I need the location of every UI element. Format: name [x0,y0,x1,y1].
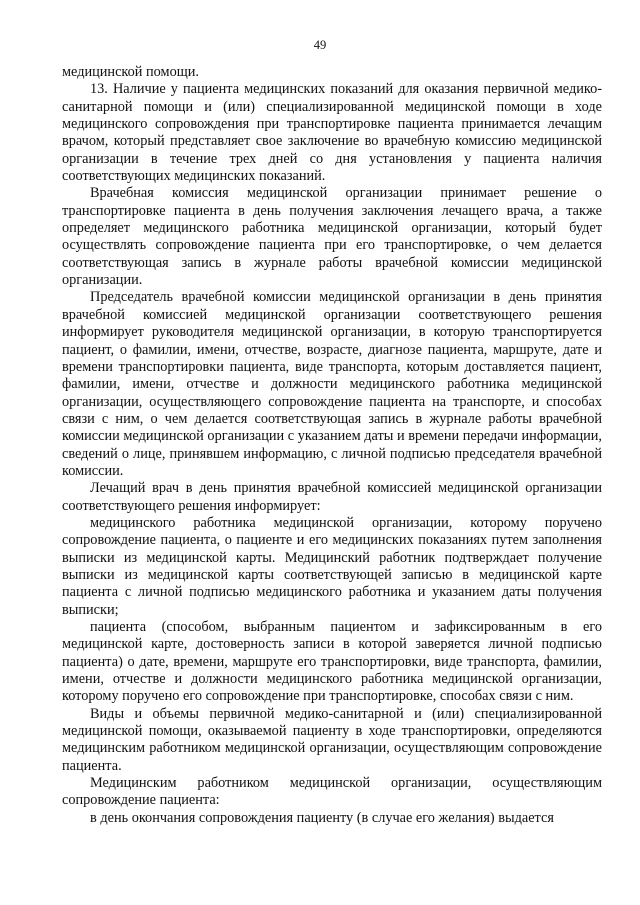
paragraph-commission-decision: Врачебная комиссия медицинской организации принимает решение о транспортировке пациента в день получения заключения лечащего врача, а также определяет медицинского работника медицинской организации, который будет осуществлять сопровождение пациента при его транспортировке, о чем делается соответствующая запись в журнале работы врачебной комиссии медицинской организации. [62,185,602,289]
paragraph-medical-worker: медицинского работника медицинской организации, которому поручено сопровождение пациента, о пациенте и его медицинских показаниях путем заполнения выписки из медицинской карты. Медицинский работник подтверждает получение выписки из медицинской карты соответствующей записью в медицинской карте пациента с личной подписью медицинского работника и указанием даты получения выписки; [62,514,602,618]
paragraph-item-13: 13. Наличие у пациента медицинских показаний для оказания первичной медико-санитарной помощи и (или) специализированной медицинской помощи в ходе медицинского сопровождения при транспортировке пациента принимается лечащим врачом, который представляет свое заключение во врачебную комиссию медицинской организации в течение трех дней со дня установления у пациента наличия соответствующих медицинских показаний. [62,81,602,185]
paragraph-care-types: Виды и объемы первичной медико-санитарной и (или) специализированной медицинской помощи, оказываемой пациенту в ходе транспортировки, определяются медицинским работником медицинской организации, осуществляющим сопровождение пациента. [62,705,602,774]
paragraph-accompanying-worker: Медицинским работником медицинской организации, осуществляющим сопровождение пациента: [62,775,602,809]
document-body [62,64,602,827]
paragraph-continuation: медицинской помощи. [62,64,199,80]
paragraph-end-of-escort: в день окончания сопровождения пациенту (в случае его желания) выдается [90,809,554,826]
paragraph-patient: пациента (способом, выбранным пациентом и зафиксированным в его медицинской карте, достоверность записи в которой заверяется личной подписью пациента) о дате, времени, маршруте его транспортировки, виде транспорта, фамилии, имени, отчестве и должности медицинского работника медицинской организации, которому поручено его сопровождение при транспортировке, способах связи с ним. [62,619,602,705]
paragraph-chairman-informs: Председатель врачебной комиссии медицинской организации в день принятия врачебной комиссией медицинской организации соответствующего решения информирует руководителя медицинской организации, в которую транспортируется пациент, о фамилии, имени, отчестве, возрасте, диагнозе пациента, маршруте, дате и времени транспортировки пациента, виде транспорта, которым доставляется пациент, фамилии, имени, отчестве и должности медицинского работника медицинской организации, осуществляющего сопровождение пациента на транспорте, и способах связи с ним, о чем делается соответствующая запись в журнале работы врачебной комиссии медицинской организации с указанием даты и времени передачи информации, сведений о лице, принявшем информацию, с личной подписью председателя врачебной комиссии. [62,289,602,479]
page-number: 49 [313,38,327,52]
paragraph-doctor-informs: Лечащий врач в день принятия врачебной комиссией медицинской организации соответствующего решения информирует: [62,480,602,514]
